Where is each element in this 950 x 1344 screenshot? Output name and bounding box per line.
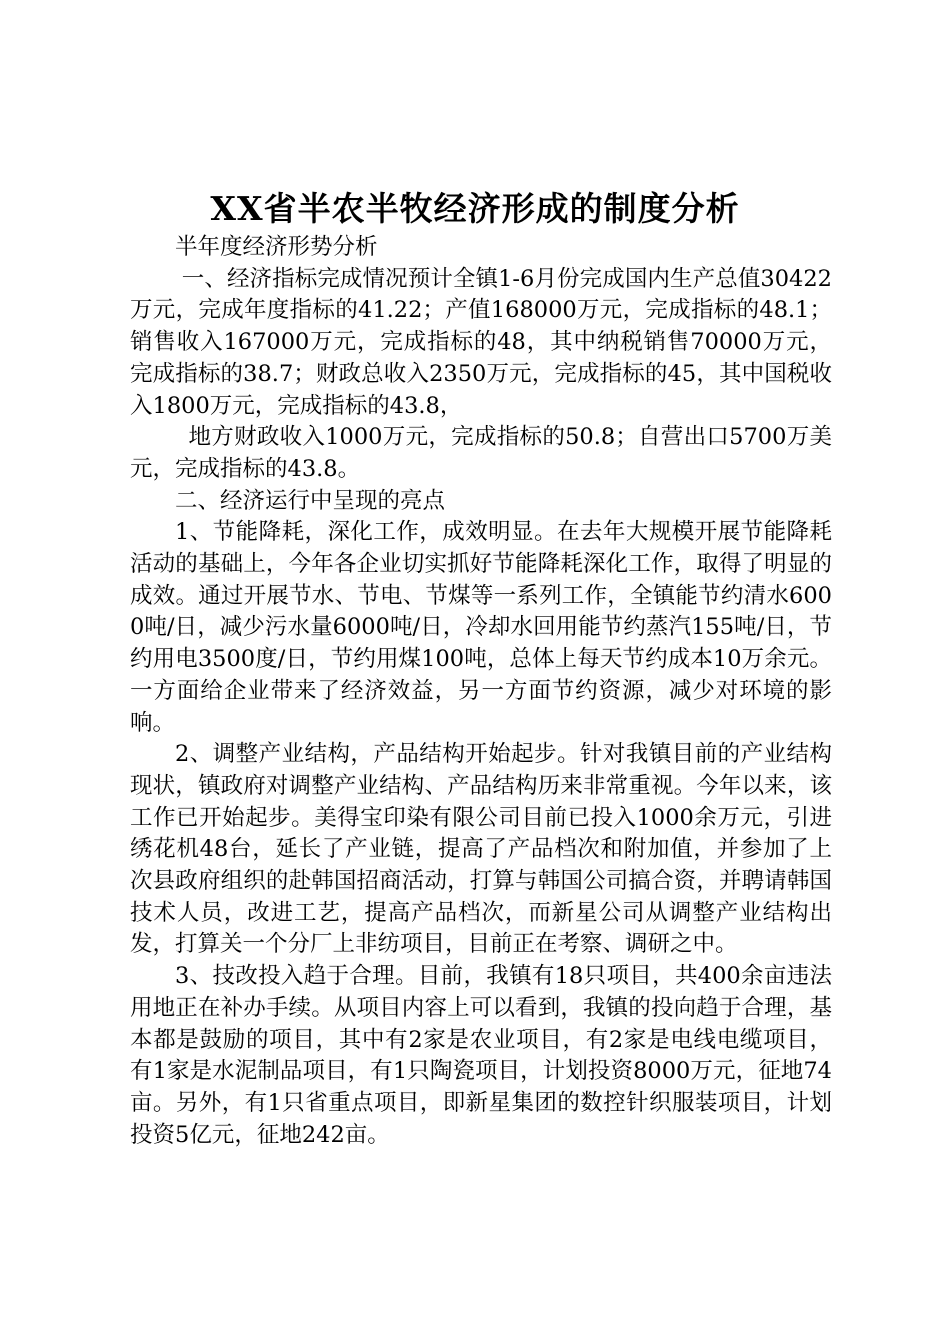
paragraph-economic-indicators: 一、经济指标完成情况预计全镇1-6月份完成国内生产总值30422万元，完成年度指标的41.22；产值168000万元，完成指标的48.1；销售收入167000万元，完成指标的48，其中纳税销售70000万元，完成指标的38.7；财政总收入2350万元，完成指标的45，其中国税收入1800万元，完成指标的43.8， [130, 265, 832, 419]
paragraph-technical-investment: 3、技改投入趋于合理。目前，我镇有18只项目，共400余亩违法用地正在补办手续。从项目内容上可以看到，我镇的投向趋于合理，基本都是鼓励的项目，其中有2家是农业项目，有2家是电线电缆项目，有1家是水泥制品项目，有1只陶瓷项目，计划投资8000万元，征地74亩。另外，有1只省重点项目，即新星集团的数控针织服装项目，计划投资5亿元，征地242亩。 [130, 963, 832, 1148]
document-body [130, 232, 832, 1151]
paragraph-highlights-heading: 二、经济运行中呈现的亮点 [175, 487, 446, 514]
paragraph-local-revenue: 地方财政收入1000万元，完成指标的50.8；自营出口5700万美元，完成指标的43.8。 [130, 424, 832, 482]
paragraph-energy-saving: 1、节能降耗，深化工作，成效明显。在去年大规模开展节能降耗活动的基础上，今年各企业切实抓好节能降耗深化工作，取得了明显的成效。通过开展节水、节电、节煤等一系列工作，全镇能节约清水6000吨/日，减少污水量6000吨/日，冷却水回用能节约蒸汽155吨/日，节约用电3500度/日，节约用煤100吨，总体上每天节约成本10万余元。一方面给企业带来了经济效益，另一方面节约资源，减少对环境的影响。 [130, 519, 832, 736]
document-title: XX省半农半牧经济形成的制度分析 [210, 189, 740, 228]
paragraph-industrial-structure: 2、调整产业结构，产品结构开始起步。针对我镇目前的产业结构现状，镇政府对调整产业结构、产品结构历来非常重视。今年以来，该工作已开始起步。美得宝印染有限公司目前已投入1000余万元，引进绣花机48台，延长了产业链，提高了产品档次和附加值，并参加了上次县政府组织的赴韩国招商活动，打算与韩国公司搞合资，并聘请韩国技术人员，改进工艺，提高产品档次，而新星公司从调整产业结构出发，打算关一个分厂上非纺项目，目前正在考察、调研之中。 [130, 741, 832, 958]
paragraph-subtitle: 半年度经济形势分析 [175, 234, 378, 260]
